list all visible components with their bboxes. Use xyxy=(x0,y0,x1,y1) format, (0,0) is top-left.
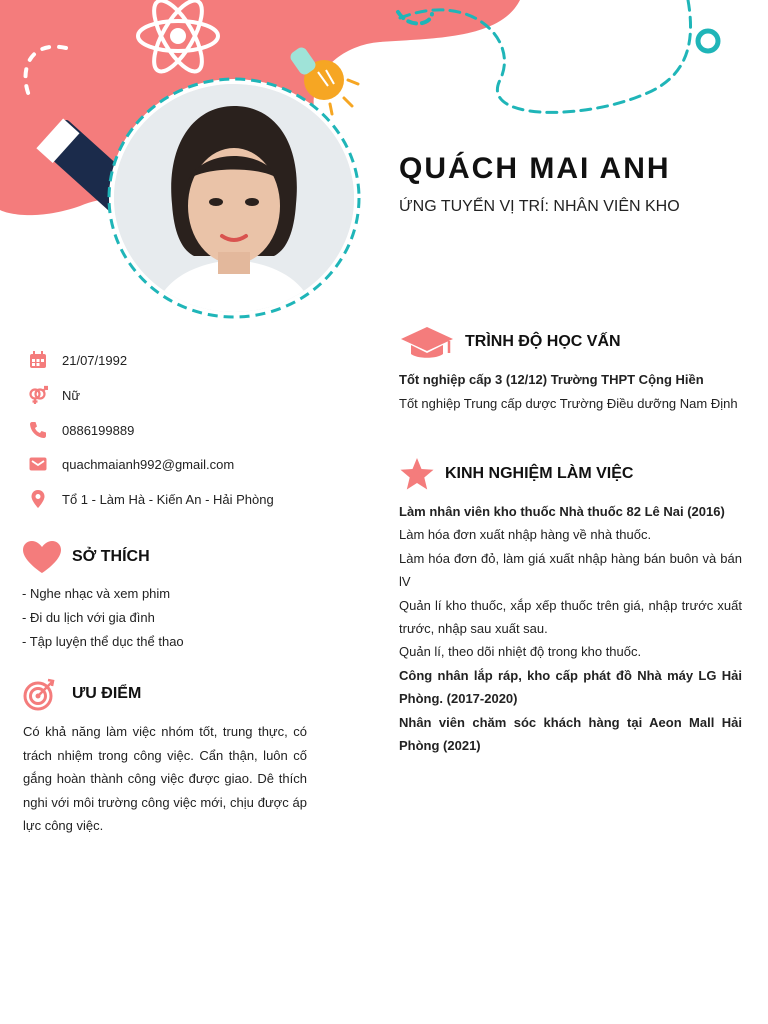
strengths-title: ƯU ĐIỂM xyxy=(72,685,142,702)
phone-icon xyxy=(28,420,48,440)
graduation-cap-icon xyxy=(399,323,455,361)
heart-icon xyxy=(22,540,62,574)
hobby-item: - Đi du lịch với gia đình xyxy=(22,610,155,625)
job-entry-1: Làm nhân viên kho thuốc Nhà thuốc 82 Lê Nai (2016) xyxy=(399,504,725,519)
star-icon xyxy=(399,457,435,491)
address-text: Tổ 1 - Làm Hà - Kiến An - Hải Phòng xyxy=(62,491,274,507)
contact-email xyxy=(28,453,234,475)
email-icon xyxy=(28,454,48,474)
education-line-2: Tốt nghiệp Trung cấp dược Trường Điều dưỡng Nam Định xyxy=(399,396,738,411)
job-duty: Quản lí, theo dõi nhiệt độ trong kho thuốc. xyxy=(399,644,642,660)
profile-photo-frame xyxy=(106,76,364,320)
teal-ring xyxy=(698,31,718,51)
job-entry-2: Công nhân lắp ráp, kho cấp phát đồ Nhà máy LG Hải Phòng. (2017-2020) xyxy=(399,667,742,707)
email-text: quachmaianh992@gmail.com xyxy=(62,456,235,472)
contact-phone xyxy=(28,419,134,441)
person-portrait-image xyxy=(114,84,354,312)
strengths-heading xyxy=(22,677,141,711)
hobby-item: - Tập luyện thể dục thể thao xyxy=(22,634,184,649)
target-icon xyxy=(22,677,58,711)
gender-text: Nữ xyxy=(62,387,81,403)
birthday-text: 21/07/1992 xyxy=(62,352,128,368)
location-pin-icon xyxy=(28,489,48,509)
contact-gender xyxy=(28,384,80,406)
phone-text: 0886199889 xyxy=(62,422,135,438)
strengths-text: Có khả năng làm việc nhóm tốt, trung thực, có trách nhiệm trong công việc. Cẩn thận, luôn cố gắng hoàn thành công việc được giao. Dê thích nghi với môi trường công việc mới, chịu được áp lực công việc. xyxy=(23,724,307,833)
candidate-name: QUÁCH MAI ANH xyxy=(399,152,671,185)
education-line-1: Tốt nghiệp cấp 3 (12/12) Trường THPT Cộng Hiền xyxy=(399,372,704,387)
hobbies-list xyxy=(22,582,184,654)
profile-photo xyxy=(114,84,354,312)
education-heading xyxy=(399,323,621,361)
hobbies-title: SỞ THÍCH xyxy=(72,548,150,565)
hobbies-heading xyxy=(22,540,150,574)
job-duty: Làm hóa đơn xuất nhập hàng về nhà thuốc. xyxy=(399,527,652,543)
education-title: TRÌNH ĐỘ HỌC VẤN xyxy=(465,333,621,350)
contact-birthday xyxy=(28,349,127,371)
job-duty: Làm hóa đơn đỏ, làm giá xuất nhập hàng bán buôn và bán lV xyxy=(399,550,742,590)
experience-title: KINH NGHIỆM LÀM VIỆC xyxy=(445,465,634,482)
job-duty: Quản lí kho thuốc, xắp xếp thuốc trên giá, nhập trước xuất trước, nhập sau xuất sau. xyxy=(399,597,742,637)
contact-address xyxy=(28,488,274,510)
calendar-icon xyxy=(28,350,48,370)
hobby-item: - Nghe nhạc và xem phim xyxy=(22,586,171,601)
gender-icon xyxy=(28,385,48,405)
applied-position: ỨNG TUYỂN VỊ TRÍ: NHÂN VIÊN KHO xyxy=(399,198,680,215)
experience-body xyxy=(399,500,742,757)
experience-heading xyxy=(399,457,633,491)
job-entry-3: Nhân viên chăm sóc khách hàng tại Aeon Mall Hải Phòng (2021) xyxy=(399,714,742,754)
